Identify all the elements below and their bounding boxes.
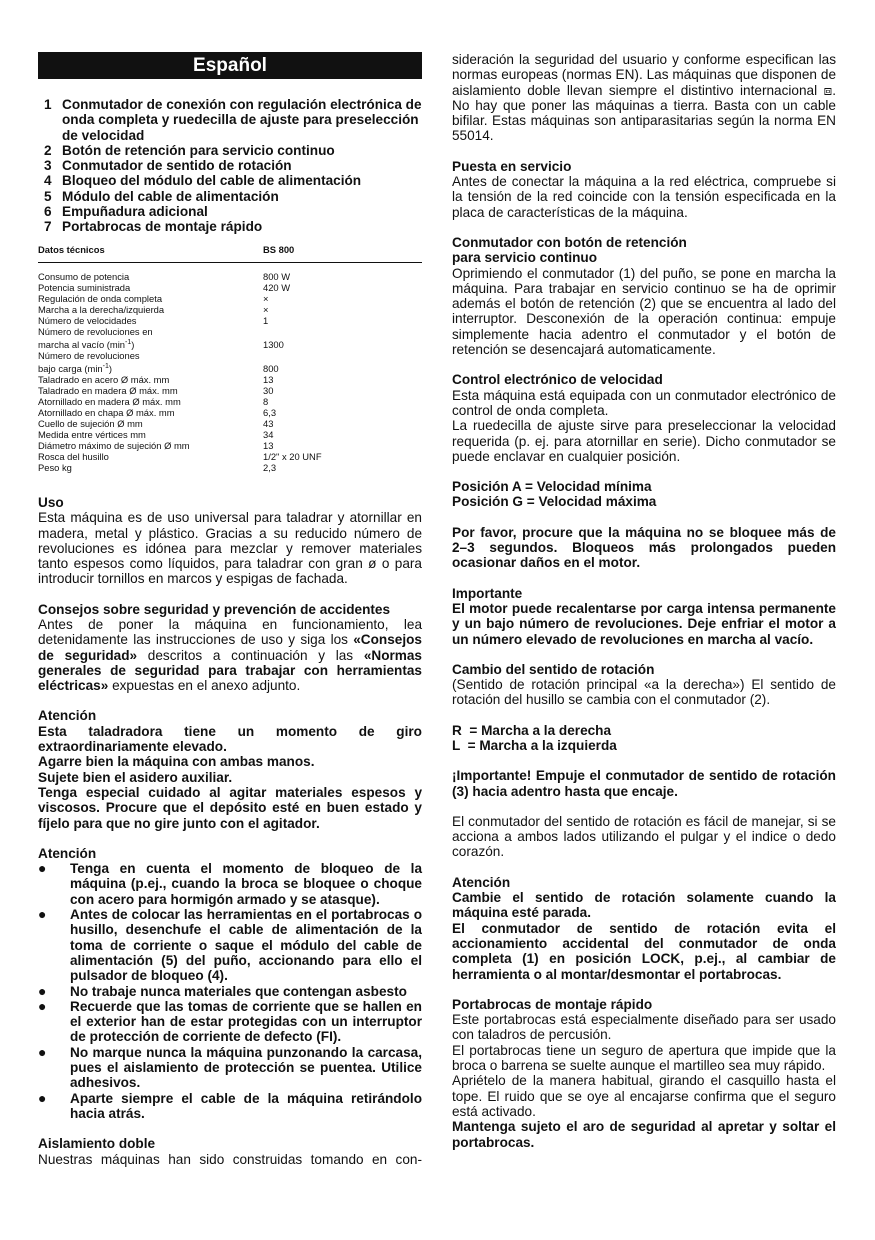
consejos-t2: descritos a continuación y las — [137, 647, 364, 663]
tech-value: 2,3 — [263, 461, 277, 473]
tech-value: 800 W — [263, 270, 291, 282]
control-section — [452, 372, 836, 464]
cambio-text: (Sentido de rotación principal «a la derecha») El sentido de rotación del husillo se cambia con el conmutador (2). — [452, 677, 836, 708]
bullet-text: No marque nunca la máquina punzonando la carcasa, pues el aislamiento de protección se puentea. Utilice adhesivos. — [70, 1044, 422, 1091]
part-item — [44, 173, 422, 188]
bullet-text: Aparte siempre el cable de la máquina retirándolo hacia atrás. — [70, 1090, 422, 1121]
aislamiento-heading: Aislamiento doble — [38, 1136, 156, 1152]
language-title: Español — [38, 52, 422, 79]
tech-label: Taladrado en madera Ø máx. mm — [38, 384, 178, 396]
tech-label: Regulación de onda completa — [38, 292, 163, 304]
part-text: Empuñadura adicional — [62, 204, 208, 220]
aislamiento-text-left: Nuestras máquinas han sido construidas tomando en con- — [38, 1151, 422, 1167]
part-item — [44, 143, 422, 158]
bullet-item — [38, 984, 422, 999]
tech-value: 13 — [263, 439, 274, 451]
marcha-r: R = Marcha a la derecha — [452, 722, 612, 738]
tech-row — [38, 315, 422, 326]
tech-row — [38, 350, 422, 374]
part-text: Portabrocas de montaje rápido — [62, 219, 263, 235]
consejos-section — [38, 602, 422, 694]
part-item — [44, 189, 422, 204]
tech-row — [38, 385, 422, 396]
importante-section — [452, 586, 836, 647]
conmutador-section — [452, 235, 836, 357]
atencion2-bullets — [38, 861, 422, 1121]
tech-rows — [38, 271, 422, 473]
tech-label: Diámetro máximo de sujeción Ø mm — [38, 439, 190, 451]
bullet-item — [38, 907, 422, 983]
bullet-text: Antes de colocar las herramientas en el portabrocas o husillo, desenchufe el cable de alimentación de la toma de corriente o saque el módulo del cable de alimentación (5) del puño, accionando para ello el pulsador de bloqueo (4). — [70, 907, 422, 984]
part-item — [44, 204, 422, 219]
part-number: 2 — [44, 142, 52, 158]
tech-header-label: Datos técnicos — [38, 243, 105, 255]
puesta-text: Antes de conectar la máquina a la red eléctrica, compruebe si la tensión de la red coincide con la tensión especificada en la placa de características de la máquina. — [452, 174, 836, 220]
tech-label: Atornillado en chapa Ø máx. mm — [38, 406, 175, 418]
aislamiento-text-right: . No hay que poner las máquinas a tierra. Basta con un cable bifilar. Estas máquinas son antiparasitarias según la norma EN 55014. — [452, 82, 836, 144]
portabrocas-text1: Este portabrocas está especialmente diseñado para ser usado con taladros de percusión. — [452, 1012, 836, 1043]
tech-label: Marcha a la derecha/izquierda — [38, 303, 165, 315]
bullet-icon: ● — [38, 1043, 47, 1060]
part-number: 6 — [44, 204, 52, 220]
portabrocas-text2: El portabrocas tiene un seguro de apertura que impide que la broca o barrena se suelte aunque el martilleo sea muy rápido. — [452, 1042, 836, 1074]
bullet-icon: ● — [38, 982, 47, 999]
part-text: Botón de retención para servicio continuo — [62, 142, 335, 158]
part-number: 7 — [44, 219, 52, 235]
tech-header — [38, 244, 422, 263]
part-item — [44, 158, 422, 173]
part-number: 1 — [44, 97, 52, 112]
part-text: Conmutador de conexión con regulación electrónica de onda completa y ruedecilla de ajuste para preselección de velocidad — [62, 97, 422, 143]
puesta-section — [452, 159, 836, 220]
tech-value: 1/2" x 20 UNF — [263, 450, 322, 462]
part-item — [44, 97, 422, 143]
bloqueo-warning: Por favor, procure que la máquina no se bloquee más de 2–3 segundos. Bloqueos más prolongados pueden ocasionar daños en el motor. — [452, 524, 836, 571]
tech-value: 420 W — [263, 281, 291, 293]
conmutador-text: Oprimiendo el conmutador (1) del puño, se pone en marcha la máquina. Para trabajar en servicio continuo se ha de oprimir además el botón de retención (2) que se encuentra al lado del interruptor. Desconexión de la operación continua: empuje simplemente hacia adentro el conmutador y el botón de retención se desencajará automaticamente. — [452, 265, 836, 358]
facil-section — [452, 814, 836, 860]
control-heading: Control electrónico de velocidad — [452, 372, 663, 388]
part-text: Bloqueo del módulo del cable de alimentación — [62, 173, 362, 189]
part-item — [44, 219, 422, 234]
aislamiento-cont-text: sideración la seguridad del usuario y conforme especifican las normas europeas (normas EN). Las máquinas que disponen de aislamiento doble llevan siempre el distintivo internacional — [452, 52, 836, 98]
bullet-item — [38, 1091, 422, 1122]
tech-value: 34 — [263, 428, 274, 440]
tech-label: Medida entre vértices mm — [38, 428, 146, 440]
atencion1-line: Esta taladradora tiene un momento de giro extraordinariamente elevado. — [38, 723, 422, 755]
bullet-item — [38, 999, 422, 1045]
posicion-section — [452, 479, 836, 510]
consejos-b1: «Consejos de seguridad» — [38, 632, 422, 663]
atencion3-heading: Atención — [452, 874, 511, 890]
tech-value: 8 — [263, 395, 269, 407]
aislamiento-continuation — [452, 52, 836, 144]
uso-heading: Uso — [38, 494, 64, 510]
bloqueo-section — [452, 525, 836, 571]
tech-value: 1300 — [263, 338, 284, 350]
uso-text: Esta máquina es de uso universal para taladrar y atornillar en madera, metal y plástico. Gracias a su reducido número de revoluciones es idónea para mezclar y remover materiales tanto espesos como líquidos, para taladrar con gran ø o para introducir tornillos en marcos y espigas de fachada. — [38, 510, 422, 587]
part-number: 3 — [44, 158, 52, 174]
aislamiento-section — [38, 1136, 422, 1167]
tech-label: Número de revoluciones bajo carga $(\min^{-1})$ — [38, 349, 140, 374]
part-text: Módulo del cable de alimentación — [62, 188, 279, 204]
consejos-t3: expuestas en el anexo adjunto. — [108, 678, 301, 694]
tech-row — [38, 282, 422, 293]
atencion1-section — [38, 708, 422, 830]
tech-value: × — [263, 303, 269, 315]
importante-heading: Importante — [452, 585, 523, 601]
tech-row — [38, 293, 422, 304]
uso-section — [38, 495, 422, 587]
tech-value: 43 — [263, 417, 274, 429]
tech-row — [38, 396, 422, 407]
importante-text: El motor puede recalentarse por carga intensa permanente y un bajo número de revoluciones. Deje enfriar el motor a un número elevado de revoluciones en marcha al vacío. — [452, 600, 836, 647]
tech-row — [38, 374, 422, 385]
tech-label: Peso kg — [38, 461, 72, 473]
tech-value: 800 — [263, 362, 279, 374]
tech-row — [38, 304, 422, 315]
bullet-text: Tenga en cuenta el momento de bloqueo de la máquina (p.ej., cuando la broca se bloquee o choque con acero para hormigón armado y se atasque). — [70, 861, 422, 907]
tech-row — [38, 440, 422, 451]
tech-data-table — [38, 244, 422, 473]
tech-value: 13 — [263, 373, 274, 385]
bullet-icon: ● — [38, 997, 47, 1014]
tech-row — [38, 271, 422, 282]
consejos-b2: «Normas generales de seguridad para trabajar con herramientas eléctricas» — [38, 647, 422, 694]
atencion3-text1: Cambie el sentido de rotación solamente cuando la máquina esté parada. — [452, 890, 836, 921]
bullet-item — [38, 861, 422, 907]
tech-header-model: BS 800 — [263, 243, 295, 255]
bullet-item — [38, 1045, 422, 1091]
bullet-icon: ● — [38, 906, 47, 923]
portabrocas-section — [452, 997, 836, 1150]
parts-list — [44, 97, 422, 235]
atencion1-line: Sujete bien el asidero auxiliar. — [38, 769, 233, 785]
bullet-icon: ● — [38, 1089, 47, 1106]
tech-row — [38, 429, 422, 440]
posicion-g: Posición G = Velocidad máxima — [452, 494, 657, 510]
double-insulation-icon: ⧈ — [823, 82, 833, 98]
atencion2-heading: Atención — [38, 845, 97, 861]
tech-row — [38, 418, 422, 429]
portabrocas-text4: Mantenga sujeto el aro de seguridad al apretar y soltar el portabrocas. — [452, 1119, 836, 1150]
tech-label: Potencia suministrada — [38, 281, 131, 293]
right-column — [452, 52, 836, 1150]
atencion1-line: Agarre bien la máquina con ambas manos. — [38, 754, 315, 770]
tech-row — [38, 326, 422, 350]
puesta-heading: Puesta en servicio — [452, 158, 572, 174]
tech-label: Atornillado en madera Ø máx. mm — [38, 395, 181, 407]
marcha-section — [452, 723, 836, 754]
posicion-a: Posición A = Velocidad mínima — [452, 479, 652, 495]
tech-label: Número de revoluciones en marcha al vacío $(\min^{-1})$ — [38, 325, 153, 350]
tech-row — [38, 451, 422, 462]
part-number: 5 — [44, 188, 52, 204]
tech-row — [38, 407, 422, 418]
conmutador-heading: Conmutador con botón de retención para servicio continuo — [452, 234, 687, 266]
atencion3-section — [452, 875, 836, 982]
atencion2-section — [38, 846, 422, 1121]
tech-value: × — [263, 292, 269, 304]
consejos-heading: Consejos sobre seguridad y prevención de accidentes — [38, 601, 391, 617]
part-text: Conmutador de sentido de rotación — [62, 158, 292, 174]
tech-label: Rosca del husillo — [38, 450, 109, 462]
control-text2: La ruedecilla de ajuste sirve para preseleccionar la velocidad requerida (p. ej. para atornillar en serie). Dicho conmutador se puede enclavar en cualquier posición. — [452, 418, 836, 464]
atencion1-heading: Atención — [38, 708, 97, 724]
tech-value: 6,3 — [263, 406, 277, 418]
tech-label: Consumo de potencia — [38, 270, 130, 282]
importante2-section — [452, 768, 836, 799]
bullet-icon: ● — [38, 860, 47, 877]
cambio-section — [452, 662, 836, 708]
tech-row — [38, 462, 422, 473]
consejos-text — [38, 617, 422, 693]
control-text1: Esta máquina está equipada con un conmutador electrónico de control de onda completa. — [452, 387, 836, 418]
portabrocas-text3: Apriételo de la manera habitual, girando el casquillo hasta el tope. El ruido que se oye al encajarse confirma que el seguro está activado. — [452, 1073, 836, 1119]
atencion1-line: Tenga especial cuidado al agitar materiales espesos y viscosos. Procure que el depósito esté en buen estado y fíjelo para que no gire junto con el agitador. — [38, 784, 422, 831]
consejos-t1: Antes de poner la máquina en funcionamiento, lea detenidamente las instrucciones de uso y siga los — [38, 617, 422, 648]
cambio-heading: Cambio del sentido de rotación — [452, 661, 655, 677]
bullet-text: No trabaje nunca materiales que contengan asbesto — [70, 983, 407, 999]
tech-value: 1 — [263, 314, 269, 326]
facil-text: El conmutador del sentido de rotación es fácil de manejar, si se acciona a ambos lados utilizando el pulgar y el indice o dedo corazón. — [452, 813, 836, 860]
tech-value: 30 — [263, 384, 274, 396]
tech-label: Número de velocidades — [38, 314, 137, 326]
tech-label: Taladrado en acero Ø máx. mm — [38, 373, 170, 385]
marcha-l: L = Marcha a la izquierda — [452, 737, 617, 753]
part-number: 4 — [44, 173, 52, 189]
bullet-text: Recuerde que las tomas de corriente que se hallen en el exterior han de estar protegidas con un interruptor de protección de corriente de defecto (FI). — [70, 998, 422, 1045]
tech-label: Cuello de sujeción Ø mm — [38, 417, 143, 429]
atencion3-text2: El conmutador de sentido de rotación evita el accionamiento accidental del conmutador de onda completa (1) en posición LOCK, p.ej., al cambiar de herramienta o al montar/desmontar el portabrocas. — [452, 920, 836, 982]
importante2-text: ¡Importante! Empuje el conmutador de sentido de rotación (3) hacia adentro hasta que encaje. — [452, 768, 836, 799]
portabrocas-heading: Portabrocas de montaje rápido — [452, 996, 653, 1012]
left-column — [38, 52, 422, 1167]
